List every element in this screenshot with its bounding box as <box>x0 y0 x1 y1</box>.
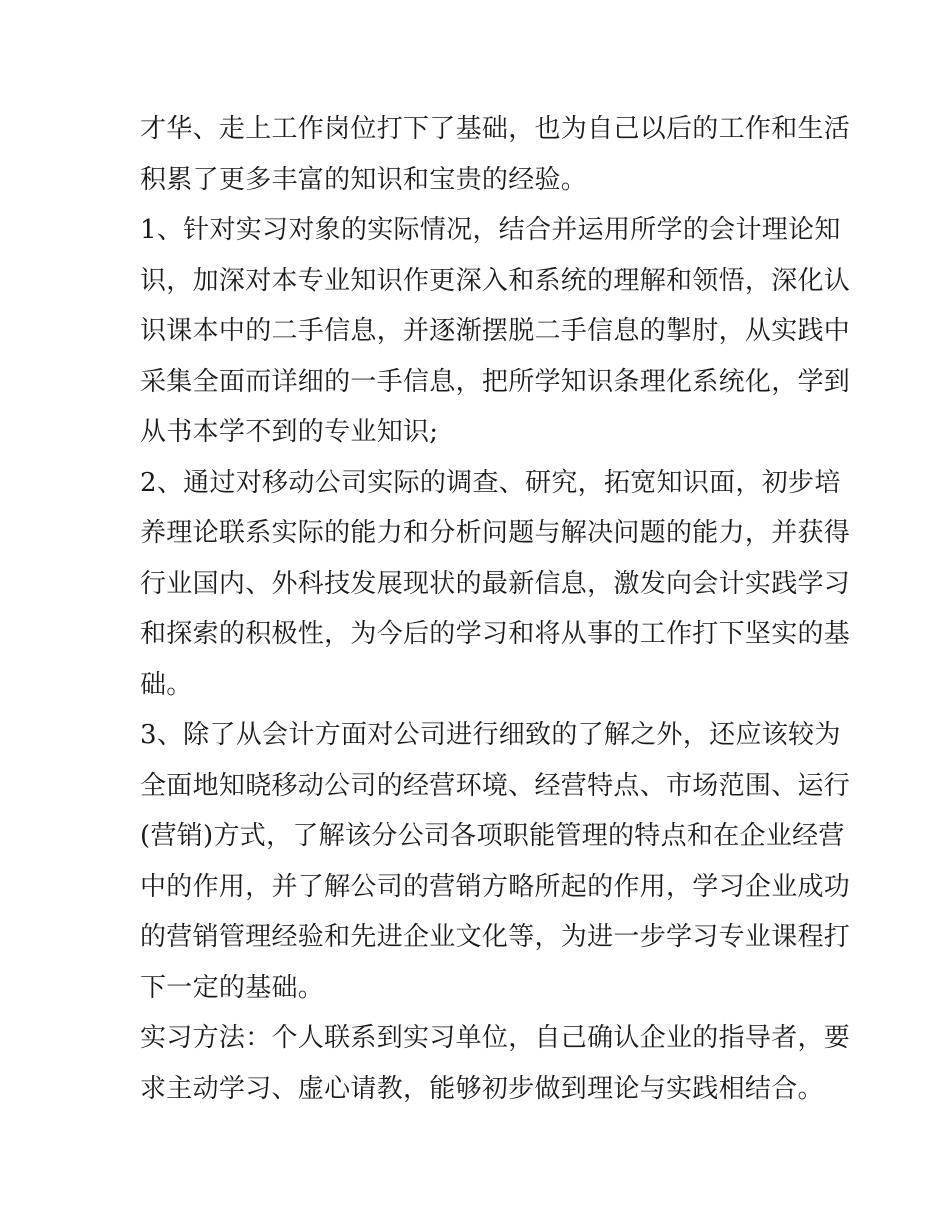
text-line: 中的作用，并了解公司的营销方略所起的作用，学习企业成功 <box>140 871 851 902</box>
text-line: 下一定的基础。 <box>140 972 325 1003</box>
text-line: 础。 <box>140 669 193 700</box>
text-line: 全面地知晓移动公司的经营环境、经营特点、市场范围、运行 <box>140 770 851 801</box>
text-line: (营销)方式，了解该分公司各项职能管理的特点和在企业经营 <box>140 821 845 851</box>
text-line: 识，加深对本专业知识作更深入和系统的理解和领悟，深化认 <box>140 265 851 296</box>
text-line: 采集全面而详细的一手信息，把所学知识条理化系统化，学到 <box>140 366 851 397</box>
text-line: 实习方法：个人联系到实习单位，自己确认企业的指导者，要 <box>140 1023 851 1053</box>
text-line: 积累了更多丰富的知识和宝贵的经验。 <box>140 164 588 195</box>
text-line: 识课本中的二手信息，并逐渐摆脱二手信息的掣肘，从实践中 <box>140 316 851 346</box>
document-body <box>140 104 851 1114</box>
text-line: 养理论联系实际的能力和分析问题与解决问题的能力，并获得 <box>140 518 851 548</box>
text-line: 求主动学习、虚心请教，能够初步做到理论与实践相结合。 <box>140 1073 824 1104</box>
text-line: 的营销管理经验和先进企业文化等，为进一步学习专业课程打 <box>140 922 851 952</box>
text-line: 3、除了从会计方面对公司进行细致的了解之外，还应该较为 <box>140 720 841 750</box>
text-line: 2、通过对移动公司实际的调查、研究，拓宽知识面，初步培 <box>140 467 841 498</box>
text-line: 才华、走上工作岗位打下了基础，也为自己以后的工作和生活 <box>140 114 851 144</box>
text-line: 从书本学不到的专业知识; <box>140 417 439 447</box>
text-line: 和探索的积极性，为今后的学习和将从事的工作打下坚实的基 <box>140 619 851 649</box>
text-line: 行业国内、外科技发展现状的最新信息，激发向会计实践学习 <box>140 568 851 599</box>
text-line: 1、针对实习对象的实际情况，结合并运用所学的会计理论知 <box>140 215 841 245</box>
